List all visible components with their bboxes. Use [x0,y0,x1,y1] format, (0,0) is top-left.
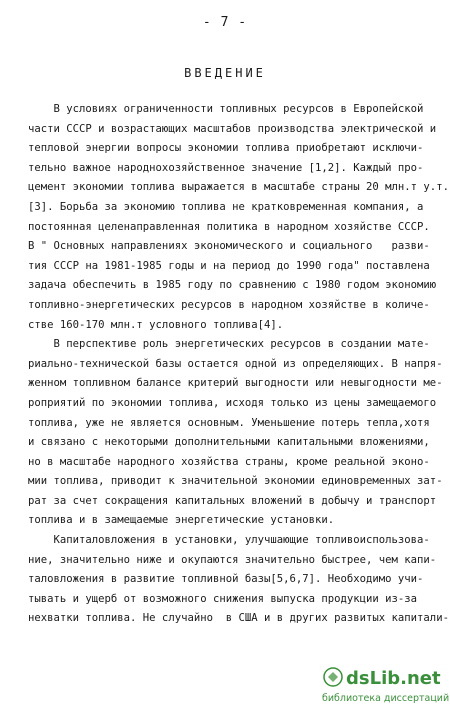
dslib-logo [322,663,446,691]
text-line: В " Основных направлениях экономического и социального разви- [28,240,430,253]
text-line: [3]. Борьба за экономию топлива не кратковременная компания, а [28,200,424,213]
text-line: В перспективе роль энергетических ресурсов в создании мате- [28,338,430,351]
text-line: тепловой энергии вопросы экономии топлива приобретают исключи- [28,142,424,155]
text-line: задача обеспечить в 1985 году по сравнению с 1980 годом экономию [28,279,437,292]
text-line: Капиталовложения в установки, улучшающие топливоиспользова- [28,534,430,547]
text-line: ние, значительно ниже и окупаются значительно быстрее, чем капи- [28,553,437,566]
text-line: части СССР и возрастающих масштабов производства электрической и [28,122,437,135]
text-line: тельно важное народнохозяйственное значение [1,2]. Каждый про- [28,161,424,174]
body-text [28,100,449,629]
text-line: тия СССР на 1981-1985 годы и на период до 1990 года" поставлена [28,259,430,272]
page-number: - 7 - [202,15,248,30]
text-line: риально-технической базы остается одной из определяющих. В напря- [28,357,443,370]
watermark-logo-text: dsLib.net [346,668,441,689]
watermark[interactable] [322,663,450,707]
text-line: мии топлива, приводит к значительной экономии единовременных зат- [28,475,443,488]
text-line: и связано с некоторыми дополнительными капитальными вложениями, [28,436,430,449]
watermark-caption: библиотека диссертаций [322,693,450,704]
text-line: цемент экономии топлива выражается в масштабе страны 20 млн.т у.т. [28,181,449,194]
text-line: женном топливном балансе критерий выгодности или невыгодности ме- [28,377,443,390]
text-line: нехватки топлива. Не случайно в США и в других развитых капитали- [28,612,449,625]
text-line: таловложения в развитие топливной базы[5,6,7]. Необходимо учи- [28,573,424,586]
text-line: стве 160-170 млн.т условного топлива[4]. [28,318,284,331]
text-line: топлива и в замещаемые энергетические установки. [28,514,335,527]
text-line: топливно-энергетических ресурсов в народном хозяйстве в количе- [28,298,430,311]
text-line: топлива, уже не является основным. Уменьшение потерь тепла,хотя [28,416,430,429]
text-line: но в масштабе народного хозяйства страны, кроме реальной эконо- [28,455,430,468]
text-line: постоянная целенаправленная политика в народном хозяйстве СССР. [28,220,430,233]
text-line: В условиях ограниченности топливных ресурсов в Европейской [28,103,424,115]
text-line: рат за счет сокращения капитальных вложений в добычу и транспорт [28,494,437,507]
section-heading: ВВЕДЕНИЕ [184,66,266,80]
text-line: роприятий по экономии топлива, исходя только из цены замещаемого [28,396,437,409]
text-line: тывать и ущерб от возможного снижения выпуска продукции из-за [28,592,418,605]
